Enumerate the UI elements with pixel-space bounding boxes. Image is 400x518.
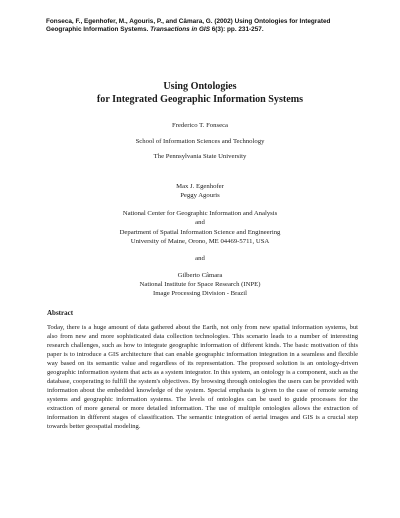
author-2-name: Max J. Egenhofer	[176, 183, 224, 190]
affiliation-university: University of Maine, Orono, ME 04469-5711, USA	[130, 238, 270, 245]
author-1-name: Frederico T. Fonseca	[171, 122, 229, 129]
abstract-body: Today, there is a huge amount of data gathered about the Earth, not only from new spatial information systems, but also from new and more sophisticated data collection technologies. This scenario leads to a number of interesting research challenges, such as how to integrate geographic information of different kinds. The basic motivation of this paper is to introduce a GIS architecture that can enable geographic information integration in a seamless and flexible way based on its semantic value and regardless of its representation. The proposed solution is an ontology-driven geographic information system that acts as a system integrator. In this system, an ontology is a component, such as the database, cooperating to fulfill the system's objectives. By browsing through ontologies the users can be provided with information about the embedded knowledge of the system. Special emphasis is given to the case of remote sensing systems and geographic information systems. The levels of ontologies can be used to guide processes for the extraction of more general or more detailed information. The use of multiple ontologies allows the extraction of information in different stages of classification. The semantic integration of aerial images and GIS is a crucial step towards better geospatial modeling.	[47, 324, 358, 431]
author-1-affiliation-1: School of Information Sciences and Technology	[135, 138, 265, 145]
author-4-name: Gilberto Câmara	[177, 272, 223, 279]
authors-separator-and: and	[195, 255, 205, 262]
paper-title-line-2: for Integrated Geographic Information Systems	[96, 94, 304, 105]
citation-journal: Transactions in GIS	[150, 26, 210, 34]
citation-details: 6(3): pp. 231-257.	[211, 26, 264, 34]
paper-title-line-1: Using Ontologies	[163, 81, 237, 92]
abstract-heading: Abstract	[47, 309, 74, 317]
affiliation-department: Department of Spatial Information Science and Engineering	[119, 229, 281, 236]
affiliation-ncgia: National Center for Geographic Information and Analysis	[122, 210, 278, 217]
author-3-name: Peggy Agouris	[180, 192, 220, 199]
citation-header	[46, 18, 362, 35]
author-1-affiliation-2: The Pennsylvania State University	[153, 153, 247, 160]
citation-authors: Fonseca, F., Egenhofer, M., Agouris, P., and Câmara, G. (2002) Using Ontologies for Integrated Geographic Information Systems.	[46, 18, 331, 34]
author-4-affiliation-2: Image Processing Division - Brazil	[153, 290, 247, 297]
author-4-affiliation-1: National Institute for Space Research (INPE)	[139, 281, 261, 288]
affiliation-and: and	[195, 219, 205, 226]
